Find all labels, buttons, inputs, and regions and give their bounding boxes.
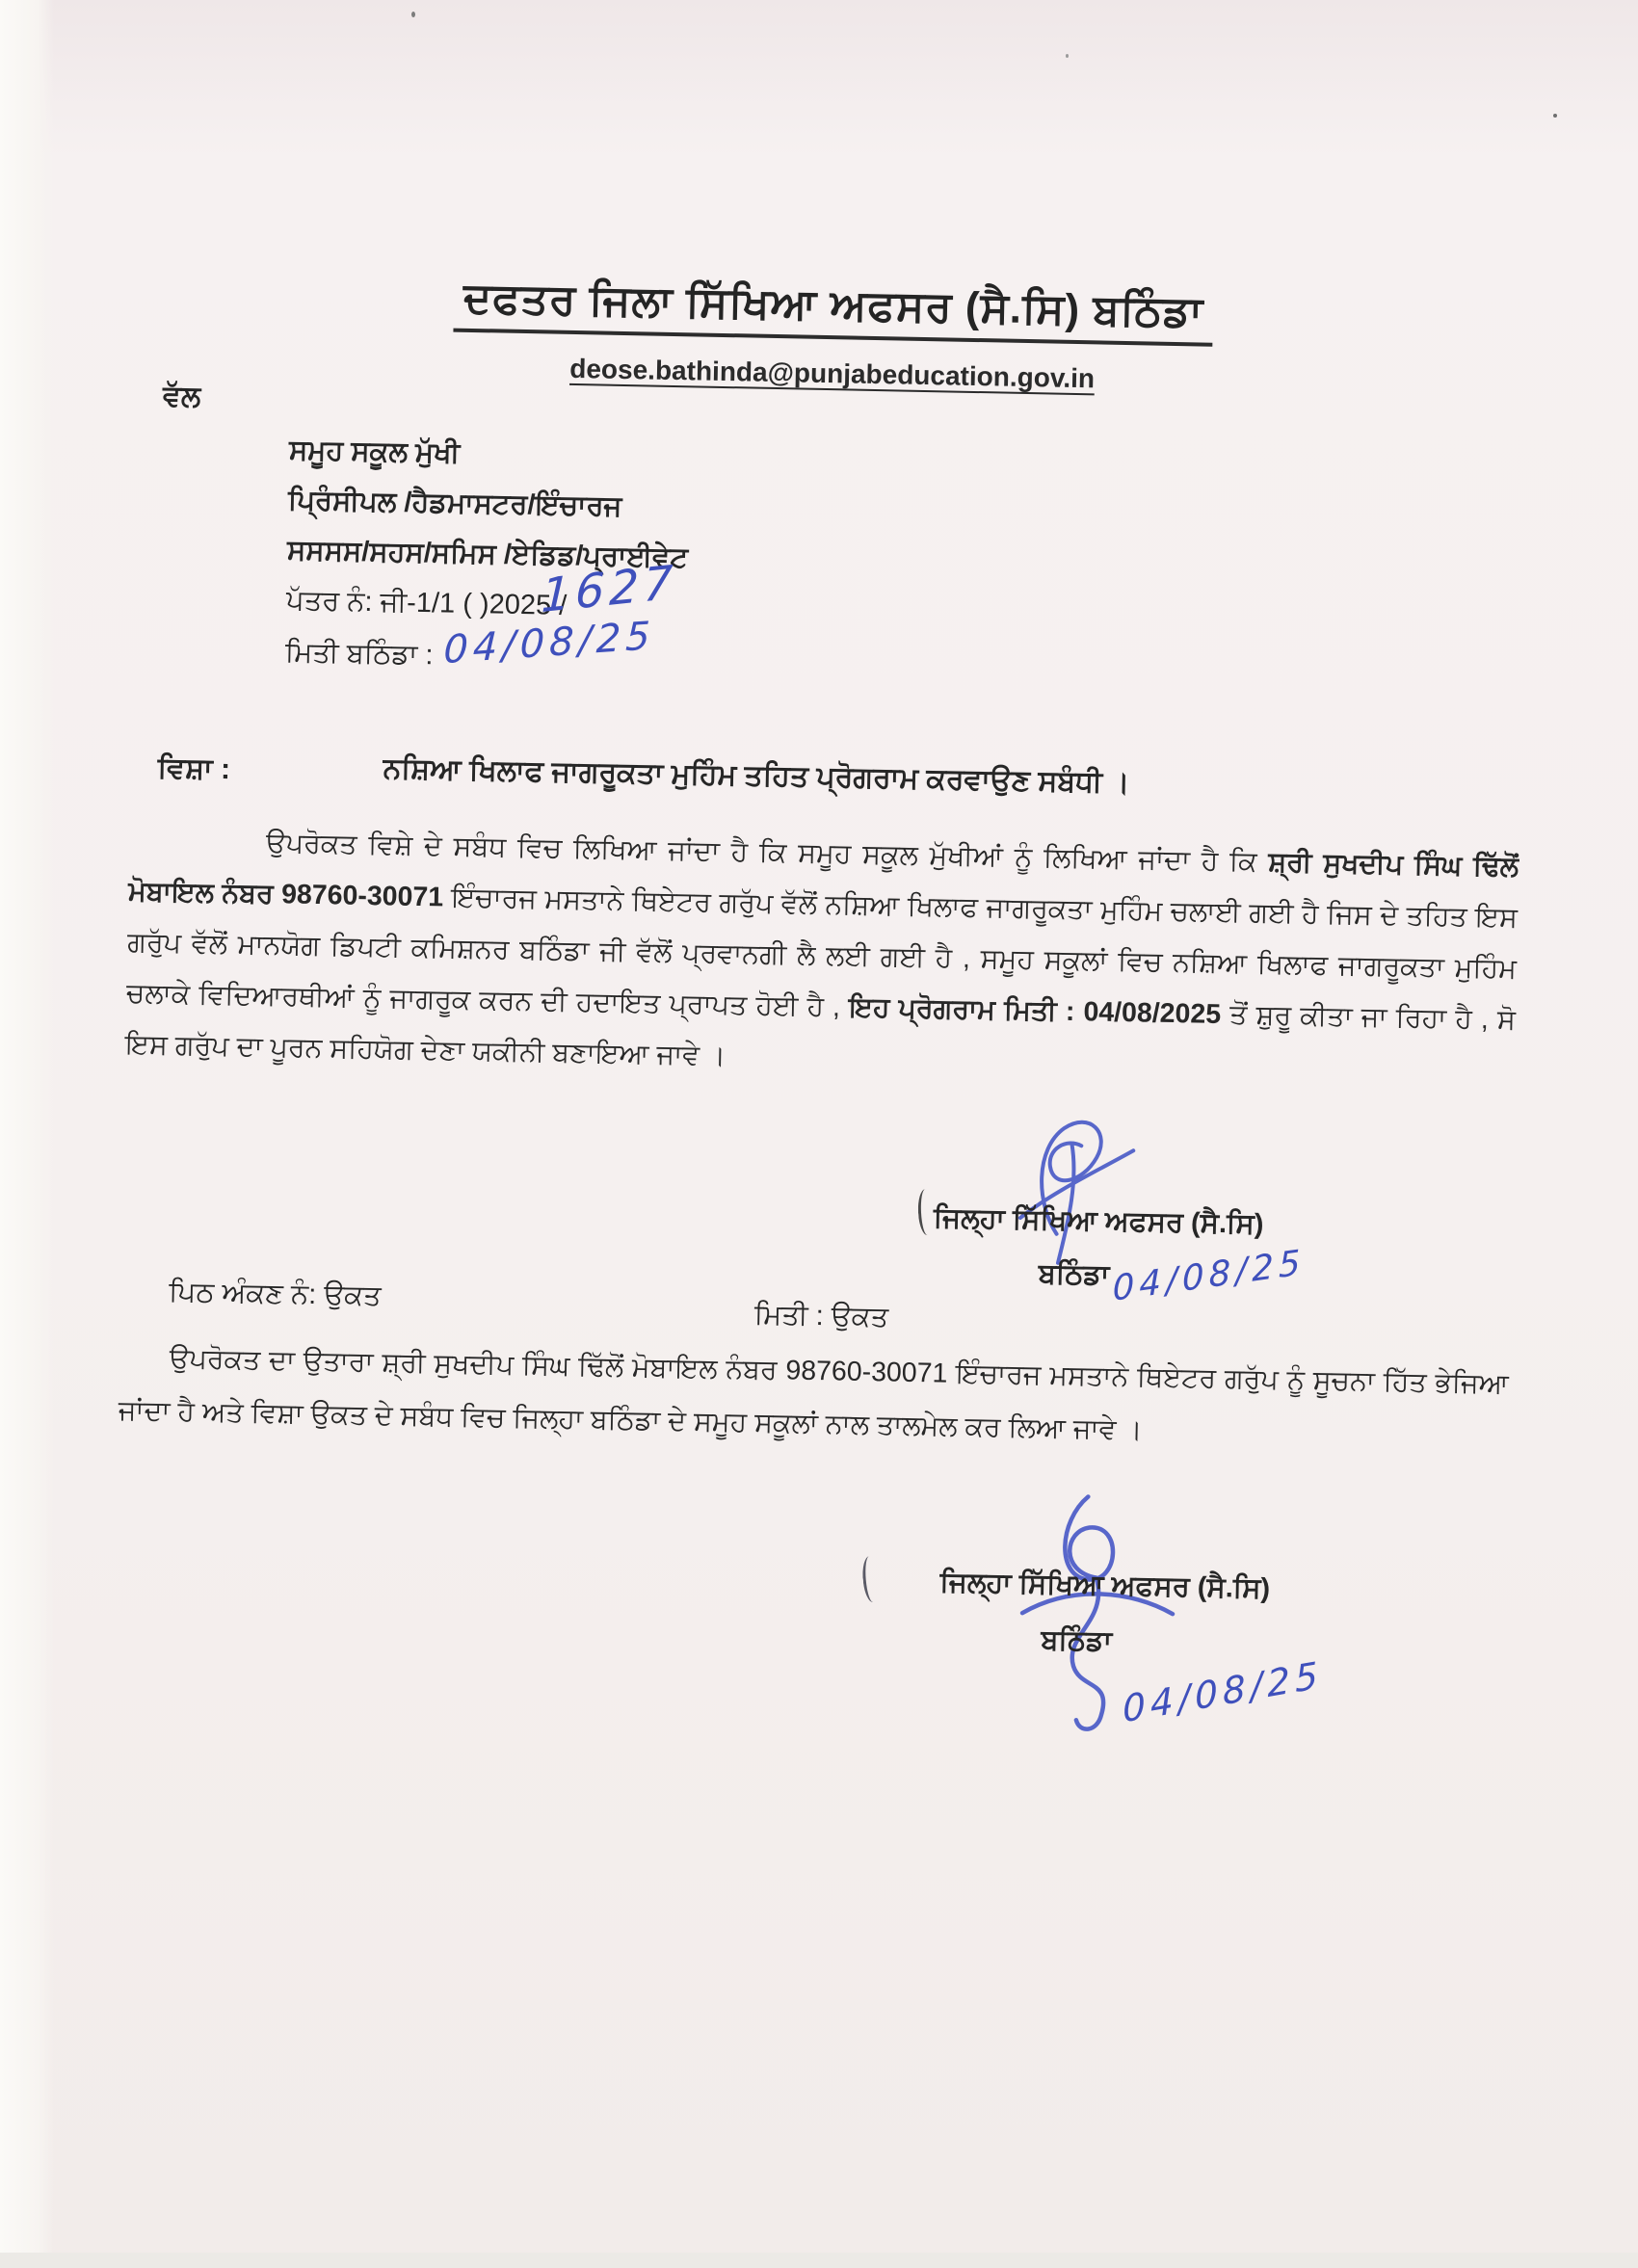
pen-bracket-mark bbox=[861, 1556, 882, 1603]
letter-number-line: ਪੱਤਰ ਨੰ: ਜੀ-1/1 ( )2025 / bbox=[286, 585, 568, 622]
subject-text: ਨਸ਼ਿਆ ਖਿਲਾਫ ਜਾਗਰੂਕਤਾ ਮੁਹਿੰਮ ਤਹਿਤ ਪ੍ਰੋਗਰਾਮ ਕਰਵਾਉਣ ਸਬੰਧੀ । bbox=[383, 752, 1442, 805]
body-segment: ਇੰਚਾਰਜ ਮਸਤਾਨੇ ਥਿਏਟਰ ਗਰੁੱਪ ਵੱਲੋਂ ਨਸ਼ਿਆ ਖਿਲਾਫ ਜਾਗਰੂਕਤਾ ਮੁਹਿੰਮ ਚਲਾਈ ਗਈ ਹੈ ਜਿਸ ਦੇ ਤਹਿਤ ਇਸ ਗਰੁੱਪ ਵੱਲੋਂ ਮਾਨਯੋਗ ਡਿਪਟੀ ਕਮਿਸ਼ਨਰ ਬਠਿੰਡਾ ਜੀ ਵੱਲੋਂ ਪ੍ਰਵਾਨਗੀ ਲੈ ਲਈ ਗਈ ਹੈ , ਸਮੂਹ ਸਕੂਲਾਂ ਵਿਚ ਨਸ਼ਿਆ ਖਿਲਾਫ ਜਾਗਰੂਕਤਾ ਮੁਹਿੰਮ ਚਲਾਕੇ ਵਿਦਿਆਰਥੀਆਂ ਨੂੰ ਜਾਗਰੂਕ ਕਰਨ ਦੀ ਹਦਾਇਤ ਪ੍ਰਾਪਤ ਹੋਈ ਹੈ , bbox=[126, 882, 1518, 1022]
recipient-line: ਸਸਸਸ/ਸਹਸ/ਸਮਿਸ /ਏਡਿਡ/ਪ੍ਰਾਈਵੇਟ bbox=[287, 525, 689, 583]
endorsing-officer-designation: ਜਿਲ੍ਹਾ ਸਿੱਖਿਆ ਅਫਸਰ (ਸੈ.ਸਿ) bbox=[939, 1568, 1270, 1606]
handwritten-letter-number: 1627 bbox=[541, 555, 678, 623]
to-label: ਵੱਲ bbox=[163, 381, 201, 414]
endorsement-paragraph: ਉਪਰੋਕਤ ਦਾ ਉਤਾਰਾ ਸ਼੍ਰੀ ਸੁਖਦੀਪ ਸਿੰਘ ਢਿੱਲੋਂ ਮੋਬਾਇਲ ਨੰਬਰ 98760-30071 ਇੰਚਾਰਜ ਮਸਤਾਨੇ ਥਿਏਟਰ ਗਰੁੱਪ ਨੂੰ ਸੂਚਨਾ ਹਿੱਤ ਭੇਜਿਆ ਜਾਂਦਾ ਹੈ ਅਤੇ ਵਿਸ਼ਾ ਉਕਤ ਦੇ ਸਬੰਧ ਵਿਚ ਜਿਲ੍ਹਾ ਬਠਿੰਡਾ ਦੇ ਸਮੂਹ ਸਕੂਲਾਂ ਨਾਲ ਤਾਲਮੇਲ ਕਰ ਲਿਆ ਜਾਵੇ । bbox=[118, 1332, 1509, 1464]
body-segment: ਉਪਰੋਕਤ ਵਿਸ਼ੇ ਦੇ ਸਬੰਧ ਵਿਚ ਲਿਖਿਆ ਜਾਂਦਾ ਹੈ ਕਿ ਸਮੂਹ ਸਕੂਲ ਮੁੱਖੀਆਂ ਨੂੰ ਲਿਖਿਆ ਜਾਂਦਾ ਹੈ ਕਿ bbox=[266, 828, 1269, 878]
body-segment-bold: ਸ਼੍ਰੀ ਸੁਖਦੀਪ ਸਿੰਘ ਢਿੱਲੋਂ ਮੋਬਾਇਲ ਨੰਬਰ 98760-30071 bbox=[128, 847, 1519, 913]
handwritten-signature2-date: 04/08/25 bbox=[1122, 1653, 1324, 1730]
handwritten-signature1-date: 04/08/25 bbox=[1112, 1243, 1305, 1309]
subject-label: ਵਿਸ਼ਾ : bbox=[157, 752, 230, 786]
endorsing-officer-place: ਬਠਿੰਡਾ bbox=[1041, 1625, 1112, 1658]
letter-date-line: ਮਿਤੀ ਬਠਿੰਡਾ : bbox=[285, 637, 434, 672]
recipient-line: ਪ੍ਰਿੰਸੀਪਲ /ਹੈਡਮਾਸਟਰ/ਇੰਚਾਰਜ bbox=[288, 475, 690, 533]
endorsement-ref-label: ਪਿਠ ਅੰਕਣ ਨੰ: ਉਕਤ bbox=[169, 1277, 382, 1312]
endorsement-date-label: ਮਿਤੀ : ਉਕਤ bbox=[754, 1300, 889, 1334]
body-paragraph bbox=[125, 815, 1519, 1097]
handwritten-letter-date: 04/08/25 bbox=[443, 614, 656, 672]
signing-officer-place: ਬਠਿੰਡਾ bbox=[1038, 1258, 1109, 1291]
office-title-text: ਦਫਤਰ ਜਿਲਾ ਸਿੱਖਿਆ ਅਫਸਰ (ਸੈ.ਸਿ) ਬਠਿੰਡਾ bbox=[453, 275, 1213, 347]
recipient-line: ਸਮੂਹ ਸਕੂਲ ਮੁੱਖੀ bbox=[289, 425, 691, 483]
office-email: deose.bathinda@punjabeducation.gov.in bbox=[13, 343, 1638, 406]
office-title bbox=[14, 266, 1638, 356]
body-segment-bold: ਇਹ ਪ੍ਰੋਗਰਾਮ ਮਿਤੀ : 04/08/2025 bbox=[849, 992, 1222, 1030]
body-segment: ਤੋਂ ਸ਼ੁਰੂ ਕੀਤਾ ਜਾ ਰਿਹਾ ਹੈ , ਸੋ ਇਸ ਗਰੁੱਪ ਦਾ ਪੂਰਨ ਸਹਿਯੋਗ ਦੇਣਾ ਯਕੀਨੀ ਬਣਾਇਆ ਜਾਵੇ । bbox=[125, 999, 1516, 1071]
signing-officer-designation: ਜਿਲ੍ਹਾ ਸਿੱਖਿਆ ਅਫਸਰ (ਸੈ.ਸਿ) bbox=[934, 1202, 1264, 1241]
signature1-ink-scribble bbox=[1006, 1110, 1144, 1277]
